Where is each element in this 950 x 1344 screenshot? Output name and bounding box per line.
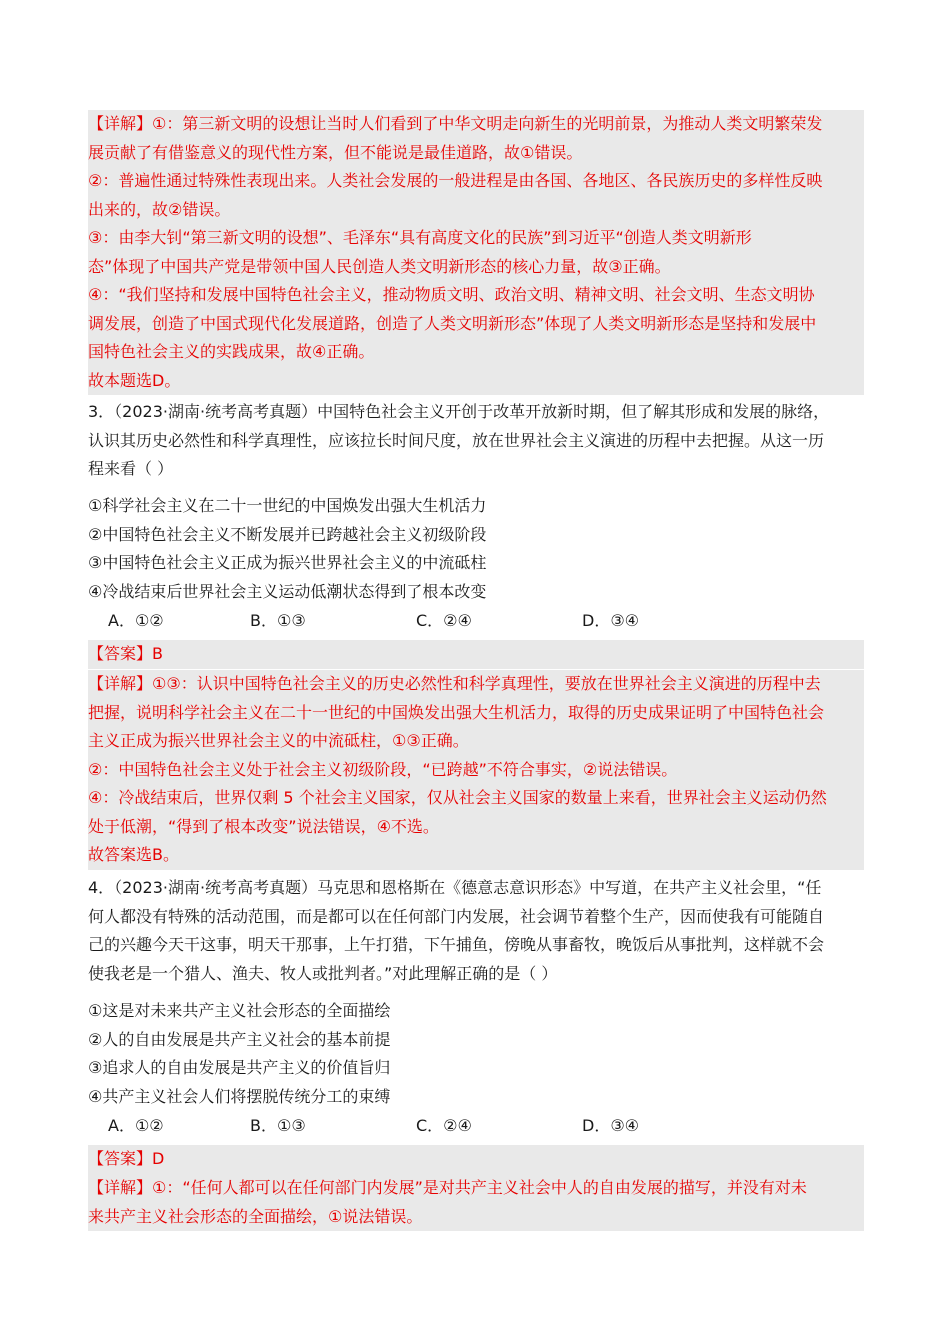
question-stem-line: 程来看（ ） [88, 459, 174, 478]
option-a: A．①② [108, 1116, 164, 1135]
explanation-line: 处于低潮，“得到了根本改变”说法错误，④不选。 [88, 813, 864, 842]
explanation-line: 态”体现了中国共产党是带领中国人民创造人类文明新形态的核心力量，故③正确。 [88, 253, 864, 282]
question-stem-line: 4．（2023·湖南·统考高考真题）马克思和恩格斯在《德意志意识形态》中写道，在共产主义社会里，“任 [88, 878, 822, 897]
option-c: C．②④ [416, 1116, 472, 1135]
statement-item: ③中国特色社会主义正成为振兴世界社会主义的中流砥柱 [88, 553, 487, 572]
explanation-line: 来共产主义社会形态的全面描绘，①说法错误。 [88, 1203, 864, 1232]
explanation-line: ②：普遍性通过特殊性表现出来。人类社会发展的一般进程是由各国、各地区、各民族历史的多样性反映 [88, 167, 864, 196]
statement-item: ②人的自由发展是共产主义社会的基本前提 [88, 1029, 391, 1049]
option-c: C．②④ [416, 611, 472, 630]
explanation-line: 把握，说明科学社会主义在二十一世纪的中国焕发出强大生机活力，取得的历史成果证明了中国特色社会 [88, 699, 864, 728]
question-stem-line: 认识其历史必然性和科学真理性，应该拉长时间尺度，放在世界社会主义演进的历程中去把握。从这一历 [88, 430, 825, 450]
option-a: A．①② [108, 611, 164, 630]
statement-item: ③追求人的自由发展是共产主义的价值旨归 [88, 1058, 391, 1077]
option-b: B．①③ [250, 611, 306, 630]
explanation-line: 【详解】①：“任何人都可以在任何部门内发展”是对共产主义社会中人的自由发展的描写，并没有对未 [88, 1174, 864, 1203]
question-stem-line: 3．（2023·湖南·统考高考真题）中国特色社会主义开创于改革开放新时期，但了解其形成和发展的脉络， [88, 402, 830, 421]
option-b: B．①③ [250, 1116, 306, 1135]
explanation-line: 国特色社会主义的实践成果，故④正确。 [88, 338, 864, 367]
explanation-line: 【详解】①③：认识中国特色社会主义的历史必然性和科学真理性，要放在世界社会主义演进的历程中去 [88, 670, 864, 699]
conclusion-line: 故本题选D。 [88, 367, 864, 396]
explanation-line: ④：“我们坚持和发展中国特色社会主义，推动物质文明、政治文明、精神文明、社会文明、生态文明协 [88, 281, 864, 310]
statement-item: ②中国特色社会主义不断发展并已跨越社会主义初级阶段 [88, 524, 487, 544]
statement-item: ①这是对未来共产主义社会形态的全面描绘 [88, 1001, 391, 1020]
option-d: D．③④ [582, 611, 640, 630]
statement-item: ④共产主义社会人们将摆脱传统分工的束缚 [88, 1086, 391, 1106]
answer-line: 【答案】B [88, 640, 864, 669]
explanation-line: 主义正成为振兴世界社会主义的中流砥柱，①③正确。 [88, 727, 864, 756]
explanation-line: 出来的，故②错误。 [88, 196, 864, 225]
statement-item: ①科学社会主义在二十一世纪的中国焕发出强大生机活力 [88, 496, 487, 515]
conclusion-line: 故答案选B。 [88, 841, 864, 870]
explanation-line: ④：冷战结束后，世界仅剩 5 个社会主义国家，仅从社会主义国家的数量上来看，世界社会主义运动仍然 [88, 784, 864, 813]
explanation-line: 【详解】①：第三新文明的设想让当时人们看到了中华文明走向新生的光明前景，为推动人类文明繁荣发 [88, 110, 864, 139]
question-stem-line: 使我老是一个猎人、渔夫、牧人或批判者。”对此理解正确的是（ ） [88, 963, 558, 983]
question-stem-line: 何人都没有特殊的活动范围，而是都可以在任何部门内发展，社会调节着整个生产，因而使我有可能随自 [88, 906, 825, 926]
explanation-line: ③：由李大钊“第三新文明的设想”、毛泽东“具有高度文化的民族”到习近平“创造人类文明新形 [88, 224, 864, 253]
explanation-line: 展贡献了有借鉴意义的现代性方案，但不能说是最佳道路，故①错误。 [88, 139, 864, 168]
explanation-line: 调发展，创造了中国式现代化发展道路，创造了人类文明新形态”体现了人类文明新形态是坚持和发展中 [88, 310, 864, 339]
answer-line: 【答案】D [88, 1145, 864, 1174]
option-d: D．③④ [582, 1116, 640, 1135]
explanation-line: ②：中国特色社会主义处于社会主义初级阶段，“已跨越”不符合事实，②说法错误。 [88, 756, 864, 785]
question-stem-line: 己的兴趣今天干这事，明天干那事，上午打猎，下午捕鱼，傍晚从事畜牧，晚饭后从事批判，这样就不会 [88, 935, 825, 954]
statement-item: ④冷战结束后世界社会主义运动低潮状态得到了根本改变 [88, 581, 487, 601]
